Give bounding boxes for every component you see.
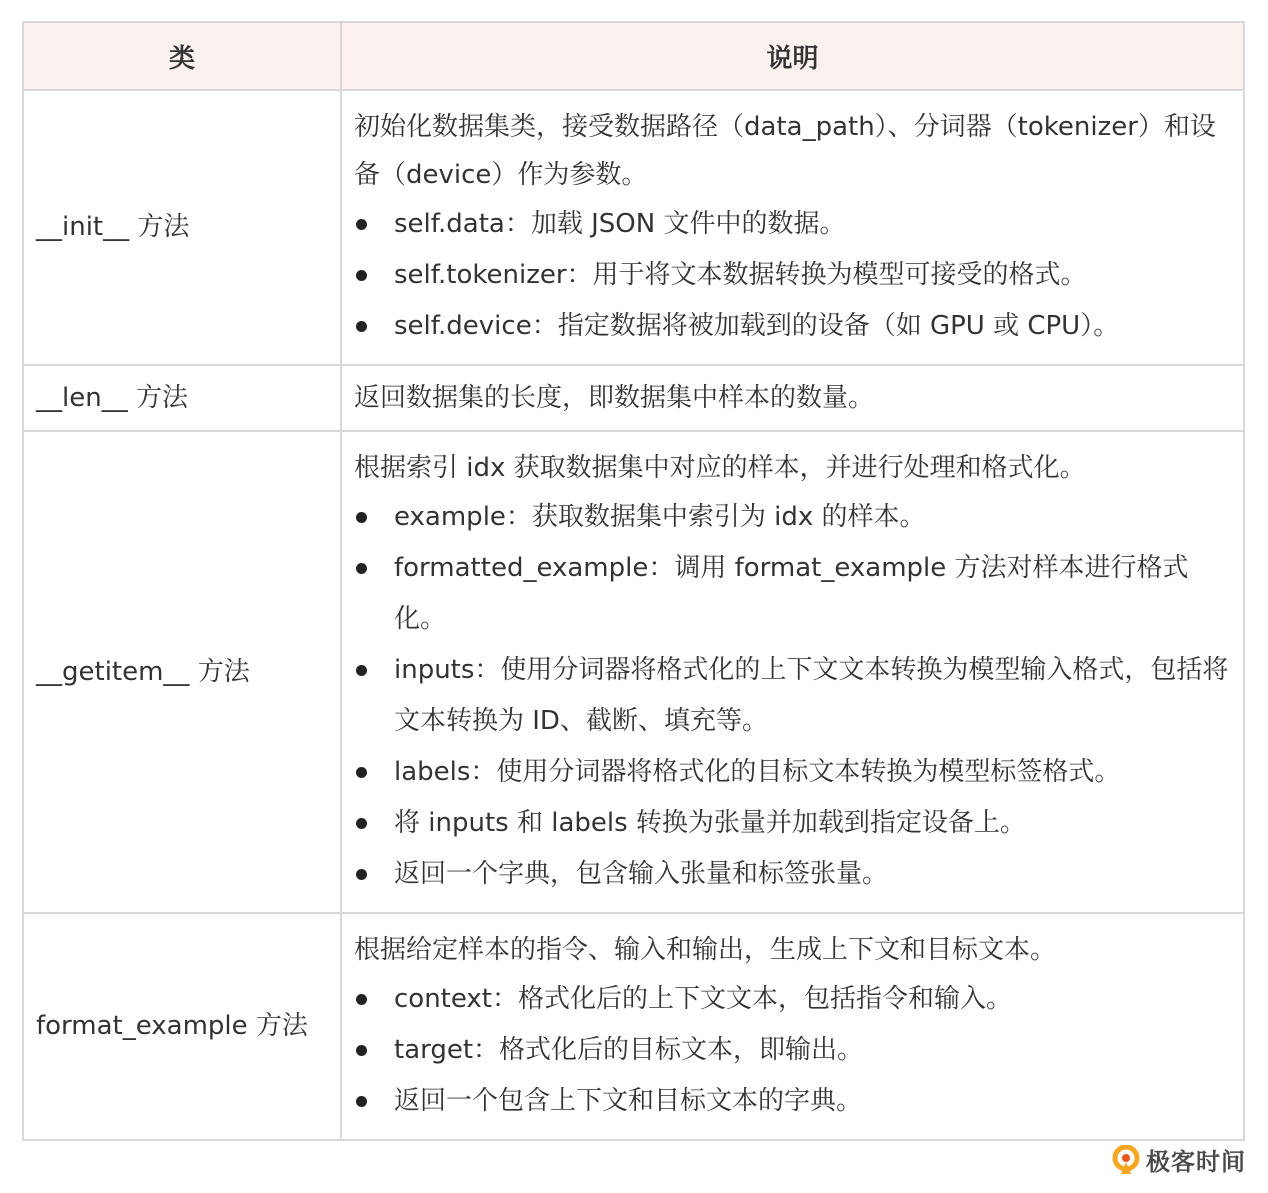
table-row [23,90,1244,365]
description-intro: 根据给定样本的指令、输入和输出，生成上下文和目标文本。 [354,935,1057,965]
method-description [341,365,1244,431]
list-item [354,199,1229,250]
table-row [23,431,1244,913]
bullet-icon [356,512,367,523]
list-item-text: 返回一个包含上下文和目标文本的字典。 [394,1086,863,1116]
bullet-icon [356,869,367,880]
bullet-list [354,974,1229,1127]
list-item-text: self.data：加载 JSON 文件中的数据。 [394,209,846,239]
method-description [341,90,1244,365]
method-description [341,913,1244,1140]
header-description: 说明 [341,22,1244,90]
table-header-row [23,22,1244,90]
list-item-text: self.device：指定数据将被加载到的设备（如 GPU 或 CPU）。 [394,311,1120,341]
list-item-text: example：获取数据集中索引为 idx 的样本。 [394,502,926,532]
bullet-icon [356,1045,367,1056]
list-item [354,1076,1229,1127]
list-item [354,301,1229,352]
methods-table-container [22,21,1245,1141]
method-description [341,431,1244,913]
methods-table [22,21,1245,1141]
logo-text: 极客时间 [1146,1148,1246,1176]
list-item-text: formatted_example：调用 format_example 方法对样本进行格式化。 [394,553,1189,634]
list-item-text: 返回一个字典，包含输入张量和标签张量。 [394,859,889,889]
method-name: format_example 方法 [23,913,341,1140]
table-row [23,365,1244,431]
list-item [354,747,1229,798]
method-name: __len__ 方法 [23,365,341,431]
geektime-logo-icon [1112,1145,1140,1175]
geektime-logo [1112,1142,1246,1177]
description-intro: 返回数据集的长度，即数据集中样本的数量。 [354,383,875,413]
table-row [23,913,1244,1140]
bullet-icon [356,1096,367,1107]
bullet-icon [356,665,367,676]
list-item-text: inputs：使用分词器将格式化的上下文文本转换为模型输入格式，包括将文本转换为 ID、截断、填充等。 [394,655,1229,736]
bullet-icon [356,321,367,332]
bullet-list [354,492,1229,900]
header-class: 类 [23,22,341,90]
list-item [354,543,1229,645]
list-item [354,1025,1229,1076]
list-item [354,645,1229,747]
list-item-text: labels：使用分词器将格式化的目标文本转换为模型标签格式。 [394,757,1121,787]
list-item [354,798,1229,849]
list-item [354,492,1229,543]
list-item-text: target：格式化后的目标文本，即输出。 [394,1035,864,1065]
method-name: __getitem__ 方法 [23,431,341,913]
list-item [354,849,1229,900]
bullet-icon [356,994,367,1005]
list-item [354,250,1229,301]
bullet-icon [356,270,367,281]
list-item-text: self.tokenizer：用于将文本数据转换为模型可接受的格式。 [394,260,1087,290]
list-item [354,974,1229,1025]
description-intro: 根据索引 idx 获取数据集中对应的样本，并进行处理和格式化。 [354,453,1086,483]
bullet-icon [356,767,367,778]
list-item-text: context：格式化后的上下文文本，包括指令和输入。 [394,984,1012,1014]
description-intro: 初始化数据集类，接受数据路径（data_path）、分词器（tokenizer）和设备（device）作为参数。 [354,112,1216,190]
bullet-icon [356,818,367,829]
bullet-icon [356,563,367,574]
list-item-text: 将 inputs 和 labels 转换为张量并加载到指定设备上。 [394,808,1026,838]
bullet-icon [356,219,367,230]
bullet-list [354,199,1229,352]
method-name: __init__ 方法 [23,90,341,365]
